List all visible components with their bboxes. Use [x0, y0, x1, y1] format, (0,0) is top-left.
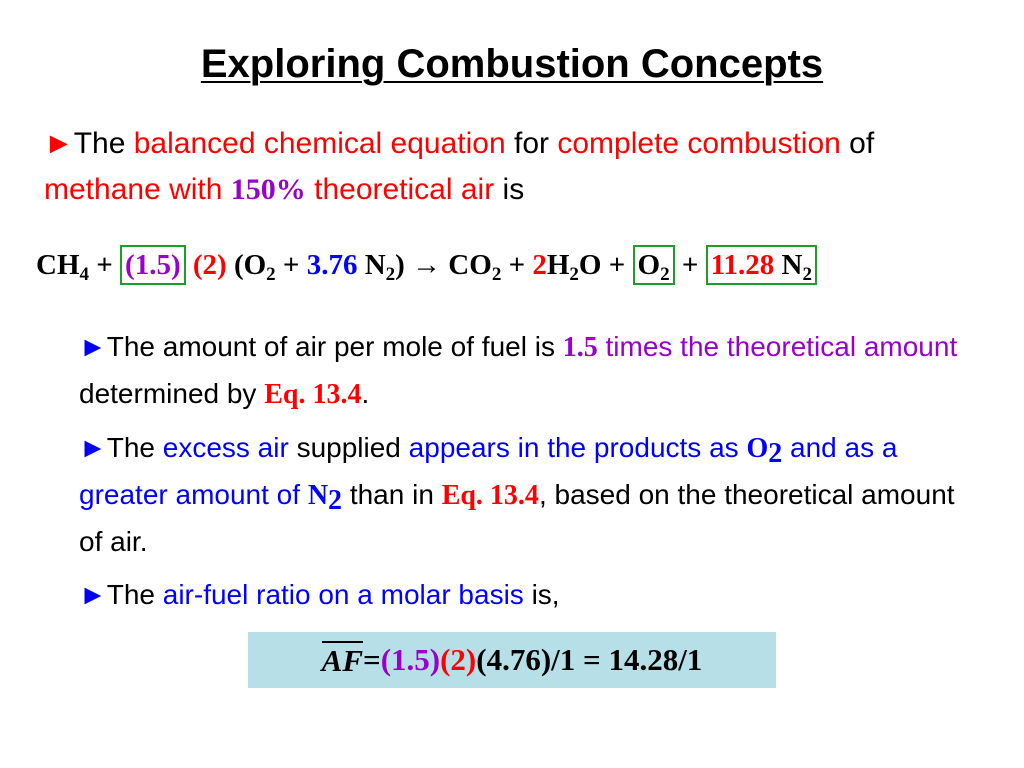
air-fuel-ratio-box: [248, 632, 776, 688]
eq-operator: +: [275, 249, 307, 281]
bullet-item: [79, 324, 979, 418]
bullet-text: is,: [523, 579, 560, 610]
bullet-text: , based on the theoretical amount of air.: [79, 479, 955, 557]
intro-percent: 150%: [230, 173, 306, 206]
eq-operator: +: [89, 249, 121, 281]
eq-term: H: [546, 249, 570, 281]
chemical-subscript: 2: [768, 438, 783, 469]
equation-reference: Eq. 13.4: [264, 379, 362, 410]
bullet-text: The: [106, 579, 163, 610]
eq-coefficient: 3.76: [306, 249, 358, 281]
eq-subscript: 2: [569, 264, 579, 285]
eq-coefficient-box: (1.5): [120, 245, 186, 285]
chemical-symbol: N: [307, 480, 329, 511]
combustion-equation: [36, 240, 1006, 290]
bullet-highlight: excess air: [162, 432, 289, 463]
eq-term: O: [578, 249, 602, 281]
intro-paragraph: [44, 121, 994, 213]
eq-operator: +: [501, 249, 533, 281]
bullet-highlight: air-fuel ratio on a molar basis: [162, 579, 524, 610]
eq-operator: +: [601, 249, 633, 281]
bullet-text: determined by: [79, 378, 265, 409]
intro-highlight: balanced chemical equation: [133, 127, 506, 160]
intro-text: The: [73, 127, 134, 160]
eq-o2-box: [633, 245, 675, 285]
bullet-item: [79, 572, 979, 618]
eq-coefficient: (2): [192, 249, 227, 281]
eq-subscript: 2: [385, 264, 396, 285]
eq-coefficient: 2: [532, 249, 547, 281]
bullet-highlight: and as a greater amount of: [79, 432, 898, 510]
bullet-text: supplied: [288, 432, 409, 463]
eq-term: CH: [36, 249, 80, 281]
bullet-highlight: times the theoretical amount: [597, 331, 958, 362]
intro-highlight: theoretical air: [305, 173, 495, 206]
equation-reference: Eq. 13.4: [441, 480, 539, 511]
eq-subscript: 2: [491, 264, 502, 285]
eq-subscript: 2: [266, 264, 276, 285]
bullet-highlight: appears in the products as: [408, 432, 747, 463]
bullet-item: [79, 425, 979, 565]
bullet-arrow-icon: ►: [79, 579, 107, 610]
intro-highlight: complete combustion: [557, 127, 841, 160]
eq-term: O: [637, 249, 661, 281]
page-title: Exploring Combustion Concepts: [200, 42, 824, 86]
chemical-symbol: O: [746, 433, 769, 464]
bullet-value: 1.5: [562, 332, 598, 363]
bullet-arrow-icon: ►: [79, 432, 107, 463]
af-coefficient: (2): [440, 642, 477, 677]
bullet-list: [79, 324, 979, 625]
eq-term: (O: [226, 249, 267, 281]
af-result: (4.76)/1 = 14.28/1: [476, 642, 703, 677]
bullet-text: The: [106, 432, 163, 463]
intro-text: of: [840, 127, 875, 160]
eq-coefficient: 11.28: [710, 249, 775, 281]
af-symbol: AF: [321, 643, 364, 678]
eq-space: [186, 249, 193, 281]
bullet-text: The amount of air per mole of fuel is: [106, 331, 563, 362]
bullet-arrow-icon: ►: [44, 127, 74, 160]
eq-term: N: [774, 249, 803, 281]
intro-text: for: [505, 127, 558, 160]
eq-subscript: 2: [802, 264, 812, 285]
intro-text: is: [494, 173, 525, 206]
bullet-arrow-icon: ►: [79, 331, 107, 362]
af-coefficient: (1.5): [380, 642, 441, 677]
eq-operator: +: [674, 249, 706, 281]
eq-subscript: 2: [660, 264, 670, 285]
eq-subscript: 4: [79, 264, 89, 285]
af-operator: =: [363, 642, 381, 677]
chemical-subscript: 2: [328, 485, 343, 516]
eq-n2-box: [706, 245, 817, 285]
intro-highlight: methane with: [44, 173, 231, 206]
eq-term: N: [357, 249, 386, 281]
bullet-text: than in: [342, 479, 442, 510]
eq-term: ) → CO: [395, 249, 492, 281]
bullet-text: .: [361, 378, 370, 409]
